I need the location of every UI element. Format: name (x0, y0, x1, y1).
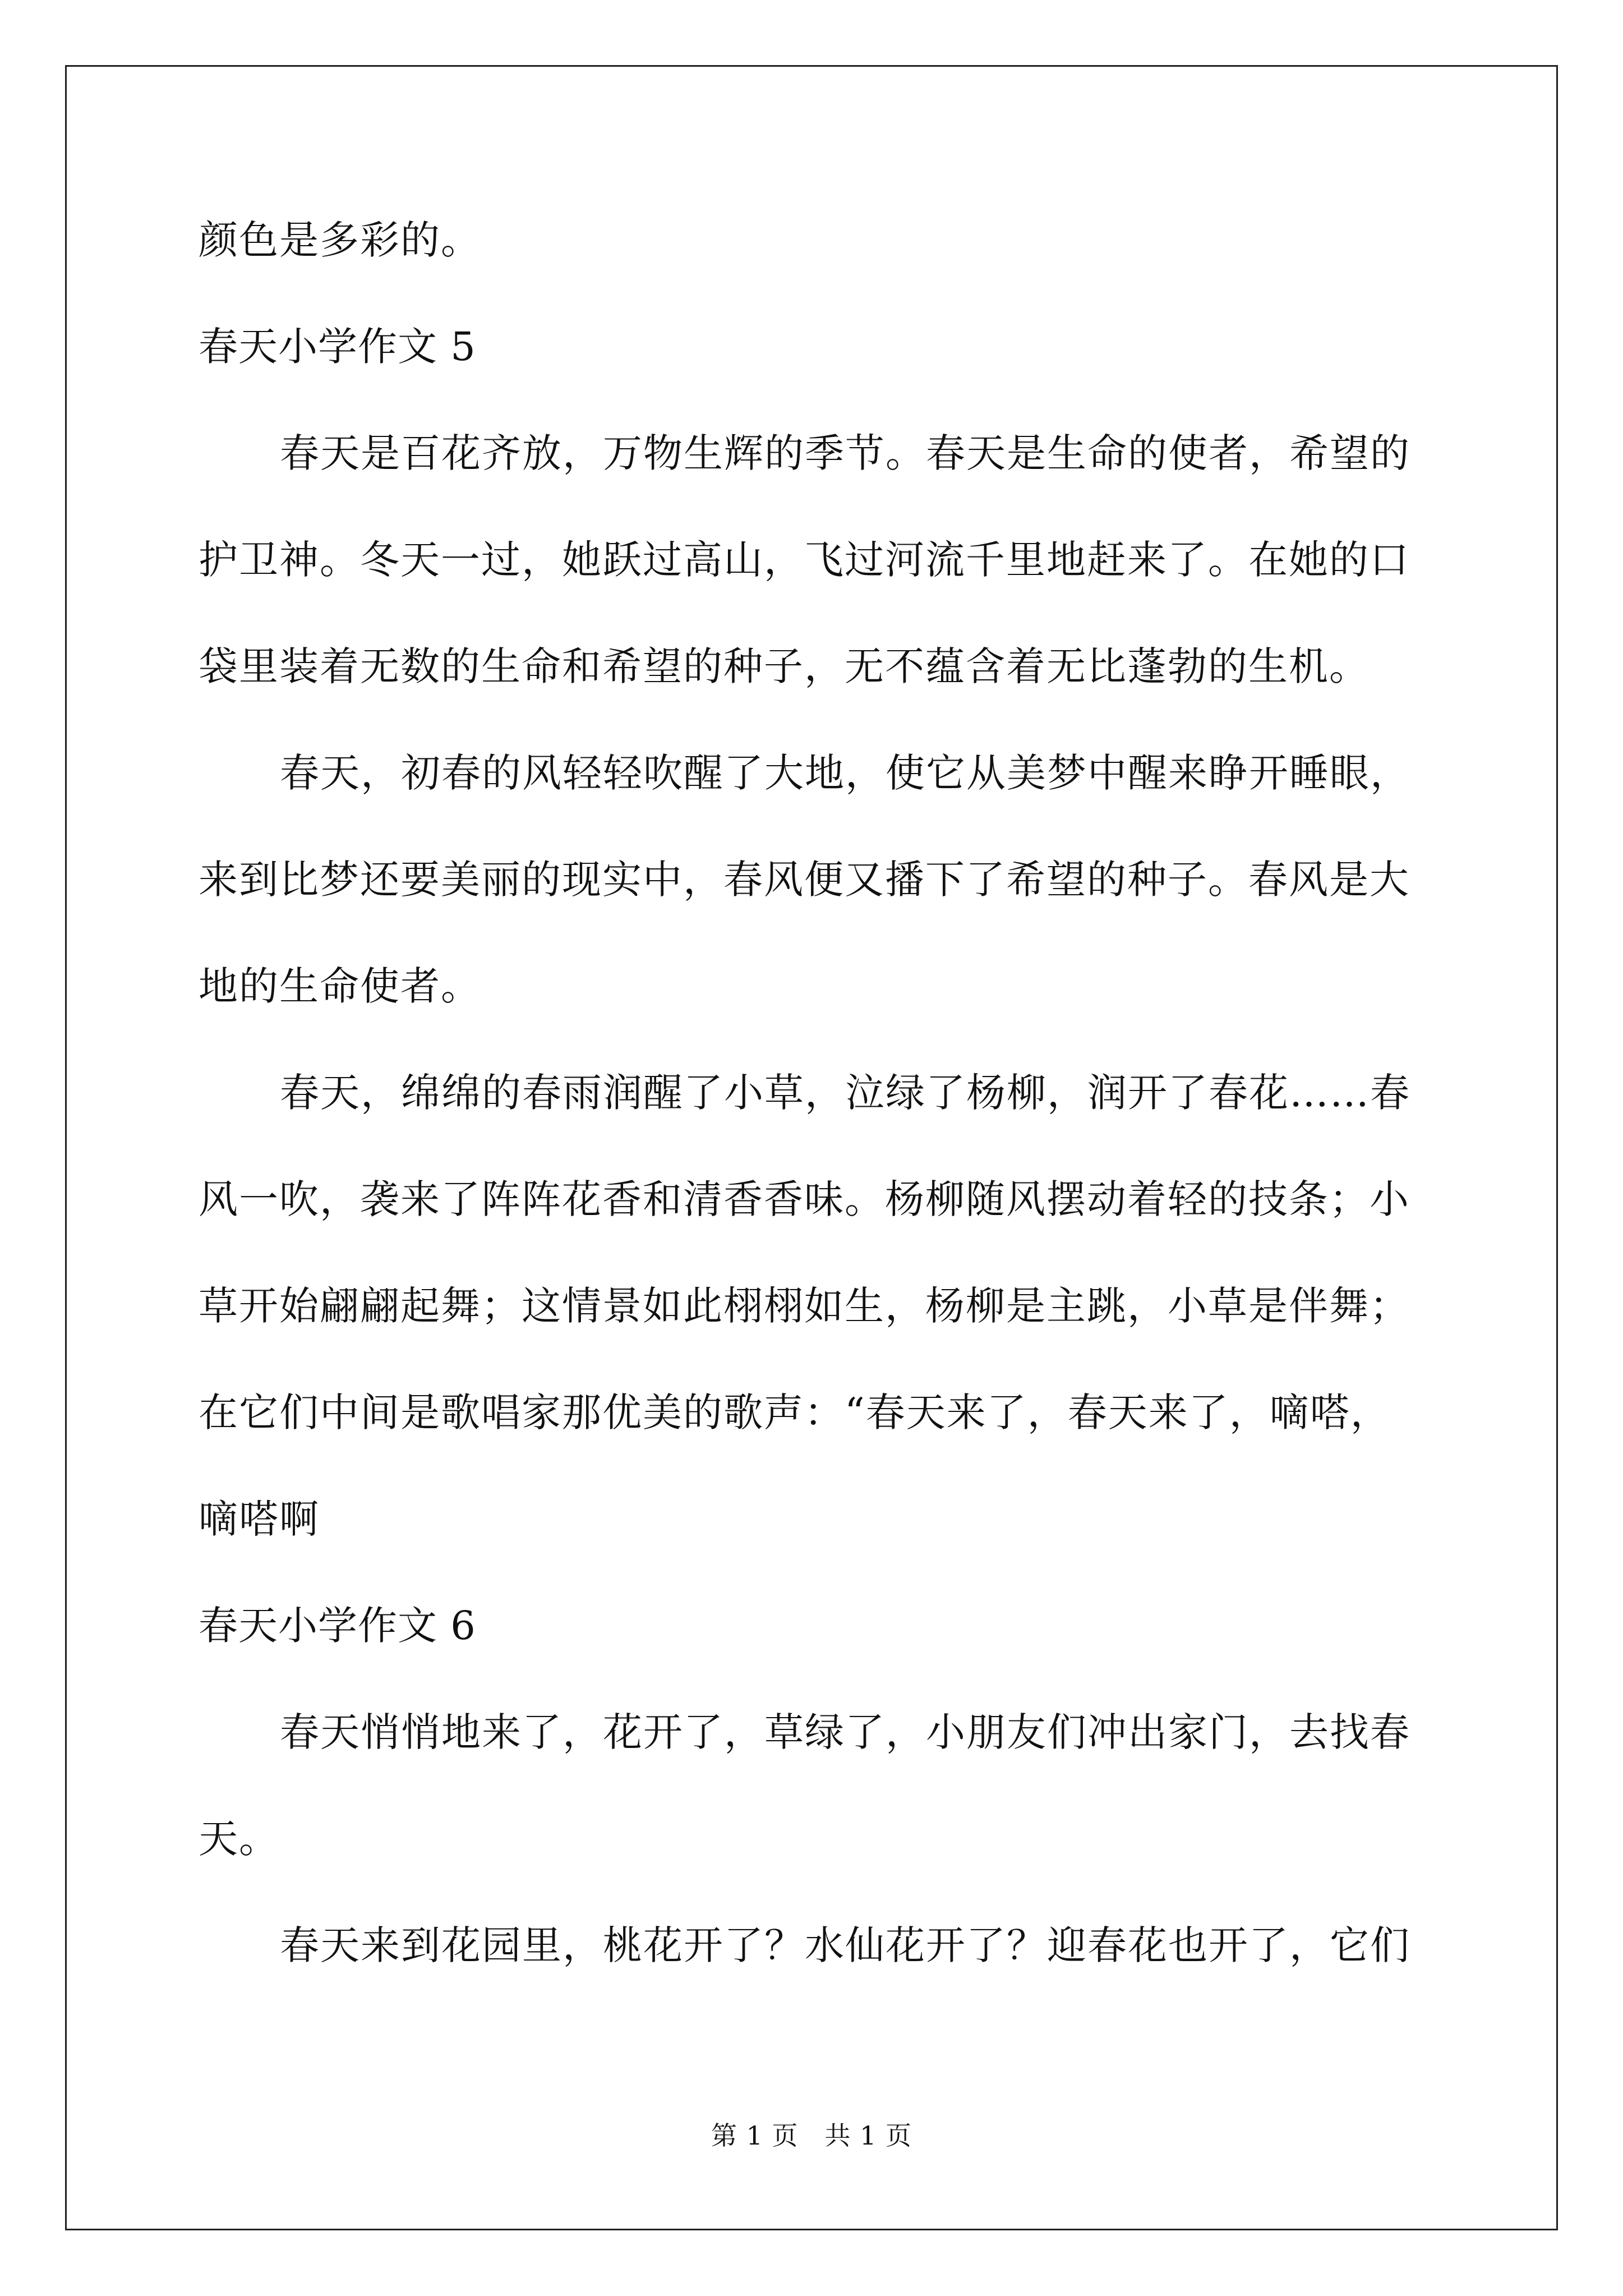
text-line: 天。 (199, 1816, 279, 1862)
section-heading: 春天小学作文 5 (199, 324, 476, 370)
paragraph-first-line: 春天悄悄地来了，花开了，草绿了，小朋友们冲出家门，去找春 (280, 1709, 1410, 1755)
text-line: 地的生命使者。 (199, 963, 481, 1009)
text-line: 风一吹，袭来了阵阵花香和清香香味。杨柳随风摆动着轻的技条；小 (199, 1176, 1410, 1222)
text-line: 在它们中间是歌唱家那优美的歌声：“春天来了，春天来了，嘀嗒， (199, 1389, 1391, 1435)
text-line: 嘀嗒啊 (199, 1496, 320, 1542)
paragraph-first-line: 春天是百花齐放，万物生辉的季节。春天是生命的使者，希望的 (280, 430, 1410, 476)
text-line: 颜色是多彩的。 (199, 217, 481, 263)
text-line: 来到比梦还要美丽的现实中，春风便又播下了希望的种子。春风是大 (199, 857, 1410, 903)
document-body (199, 213, 1432, 1972)
section-heading: 春天小学作文 6 (199, 1603, 476, 1649)
paragraph-first-line: 春天来到花园里，桃花开了？水仙花开了？迎春花也开了，它们 (280, 1922, 1410, 1968)
paragraph-first-line: 春天，初春的风轻轻吹醒了大地，使它从美梦中醒来睁开睡眼， (280, 750, 1410, 796)
page-number-footer: 第 1 页 共 1 页 (711, 2120, 912, 2151)
paragraph-first-line: 春天，绵绵的春雨润醒了小草，泣绿了杨柳，润开了春花……春 (280, 1070, 1410, 1116)
text-line: 草开始翩翩起舞；这情景如此栩栩如生，杨柳是主跳，小草是伴舞； (199, 1283, 1410, 1329)
text-line: 护卫神。冬天一过，她跃过高山，飞过河流千里地赶来了。在她的口 (199, 537, 1410, 583)
text-line: 袋里装着无数的生命和希望的种子，无不蕴含着无比蓬勃的生机。 (199, 643, 1370, 689)
